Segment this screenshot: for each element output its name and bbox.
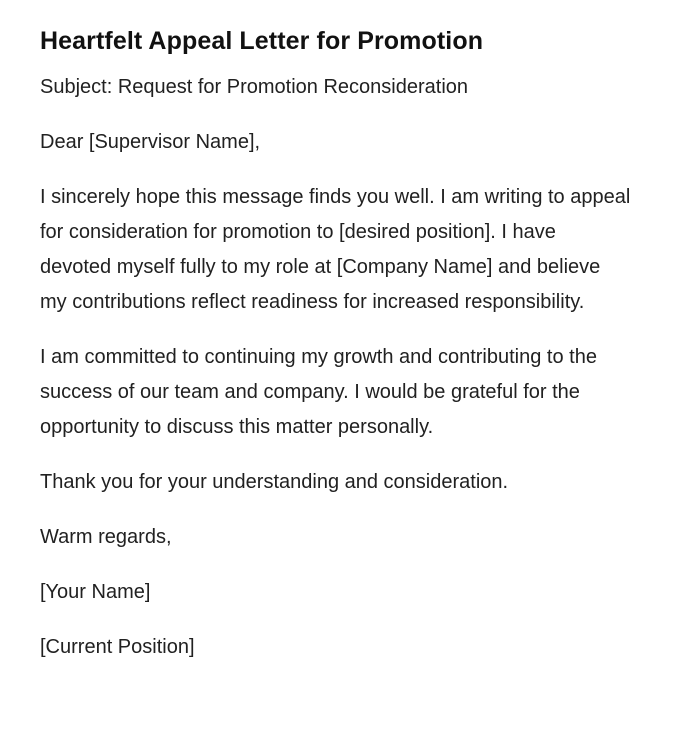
salutation: Dear [Supervisor Name], <box>40 131 261 153</box>
signature-position: [Current Position] <box>40 636 195 658</box>
closing-line: Warm regards, <box>40 526 172 548</box>
page-title: Heartfelt Appeal Letter for Promotion <box>40 27 484 55</box>
body-paragraph-1: I sincerely hope this message finds you well. I am writing to appeal for consideration for promotion to [desired position]. I have devoted myself fully to my role at [Company Name] and believe my contributions reflect readiness for increased responsibility. <box>40 186 631 313</box>
body-paragraph-2: I am committed to continuing my growth and contributing to the success of our team and company. I would be grateful for the opportunity to discuss this matter personally. <box>40 346 597 438</box>
subject-line: Subject: Request for Promotion Reconsideration <box>40 76 469 98</box>
thanks-line: Thank you for your understanding and consideration. <box>40 471 509 493</box>
signature-name: [Your Name] <box>40 581 151 603</box>
